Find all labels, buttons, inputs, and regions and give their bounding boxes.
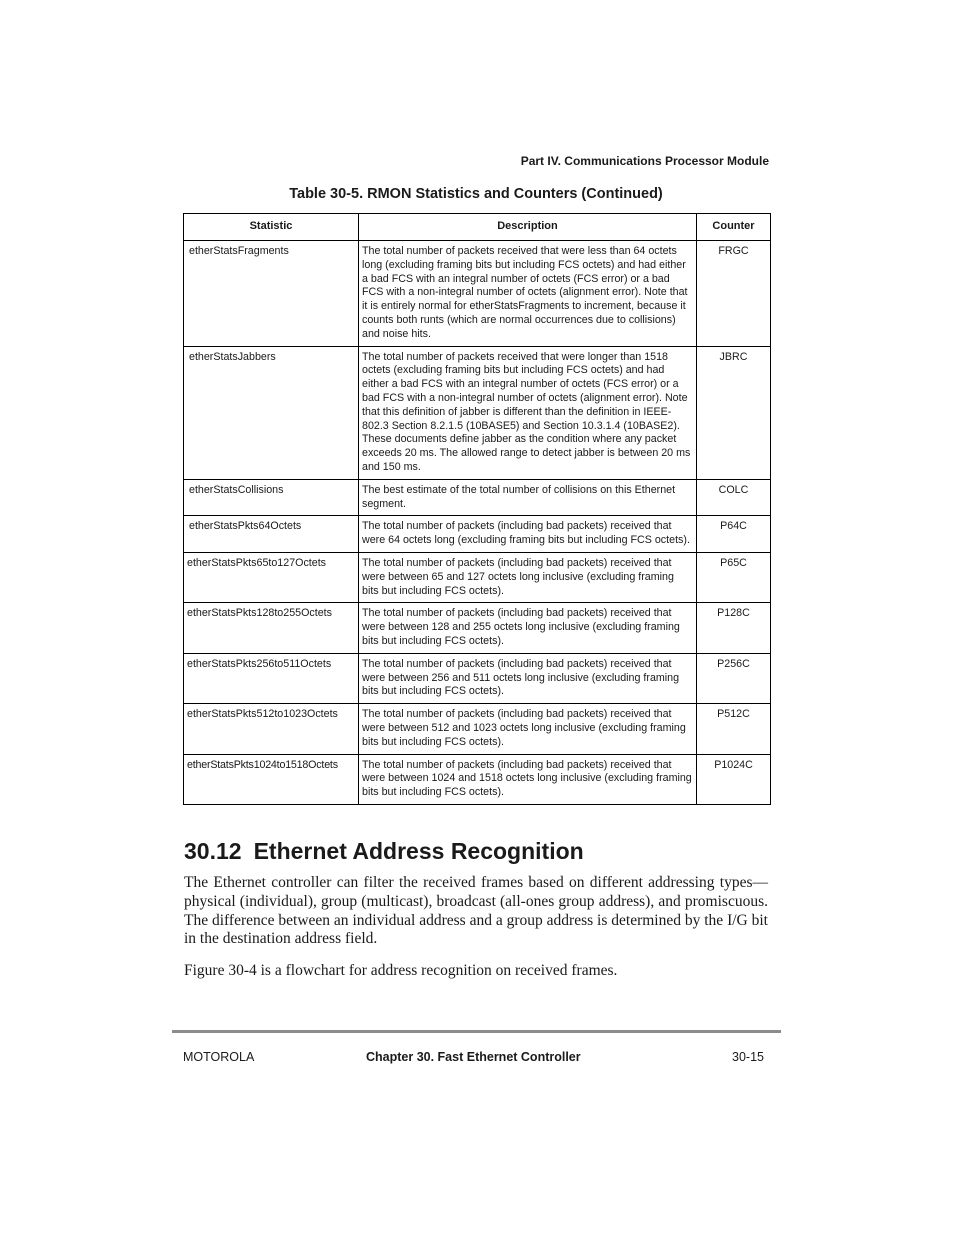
statistic-cell: etherStatsCollisions [184, 479, 359, 516]
section-title-text: Ethernet Address Recognition [253, 838, 584, 864]
description-cell: The total number of packets (including bad packets) received that were 64 octets long (excluding framing bits but including FCS octets). [359, 516, 697, 553]
table-row [184, 346, 771, 479]
counter-cell: P512C [697, 704, 771, 754]
header-statistic: Statistic [184, 214, 359, 241]
description-cell: The total number of packets (including bad packets) received that were between 1024 and 1518 octets long inclusive (excluding framing bits but including FCS octets). [359, 754, 697, 804]
counter-cell: P256C [697, 653, 771, 703]
statistic-cell: etherStatsJabbers [184, 346, 359, 479]
header-counter: Counter [697, 214, 771, 241]
running-head: Part IV. Communications Processor Module [520, 154, 769, 168]
footer-rule [172, 1030, 781, 1033]
description-cell: The total number of packets (including bad packets) received that were between 128 and 255 octets long inclusive (excluding framing bits but including FCS octets). [359, 603, 697, 653]
table-header-row [184, 214, 771, 241]
counter-cell: P128C [697, 603, 771, 653]
body-paragraph: The Ethernet controller can filter the received frames based on different addressing types—physical (individual), group (multicast), broadcast (all-ones group address), and promiscuous. The difference between an individual address and a group address is determined by the I/G bit in the destination address field. [184, 874, 768, 948]
counter-cell: FRGC [697, 241, 771, 347]
statistic-cell: etherStatsPkts64Octets [184, 516, 359, 553]
counter-cell: P64C [697, 516, 771, 553]
table-row [184, 653, 771, 703]
footer-chapter: Chapter 30. Fast Ethernet Controller [366, 1050, 581, 1064]
statistic-cell: etherStatsPkts128to255Octets [184, 603, 359, 653]
counter-cell: JBRC [697, 346, 771, 479]
body-paragraph: Figure 30-4 is a flowchart for address recognition on received frames. [184, 962, 618, 979]
section-number: 30.12 [184, 838, 242, 864]
statistic-cell: etherStatsFragments [184, 241, 359, 347]
description-cell: The total number of packets (including bad packets) received that were between 65 and 127 octets long inclusive (excluding framing bits but including FCS octets). [359, 552, 697, 602]
footer-page-number: 30-15 [732, 1050, 764, 1064]
statistic-cell: etherStatsPkts65to127Octets [184, 552, 359, 602]
footer-publisher: MOTOROLA [183, 1050, 255, 1064]
table-row [184, 516, 771, 553]
description-cell: The total number of packets (including bad packets) received that were between 256 and 511 octets long inclusive (excluding framing bits but including FCS octets). [359, 653, 697, 703]
section-heading [184, 838, 584, 865]
counter-cell: P1024C [697, 754, 771, 804]
table-row [184, 603, 771, 653]
counter-cell: COLC [697, 479, 771, 516]
description-cell: The total number of packets received that were less than 64 octets long (excluding framing bits but including FCS octets) and had either a bad FCS with an integral number of octets (FCS error) or a bad FCS with a non-integral number of octets (alignment error). Note that it is entirely normal for etherStatsFragments to increment, because it counts both runts (which are normal occurrences due to collisions) and noise hits. [359, 241, 697, 347]
table-row [184, 479, 771, 516]
table-row [184, 754, 771, 804]
table-row [184, 704, 771, 754]
description-cell: The total number of packets received that were longer than 1518 octets (excluding framing bits but including FCS octets) and had either a bad FCS with an integral number of octets (FCS error) or a bad FCS with a non-integral number of octets (alignment error). Note that this definition of jabber is different than the definition in IEEE-802.3 Section 8.2.1.5 (10BASE5) and Section 10.3.1.4 (10BASE2). These documents define jabber as the condition where any packet exceeds 20 ms. The allowed range to detect jabber is between 20 ms and 150 ms. [359, 346, 697, 479]
table-caption: Table 30-5. RMON Statistics and Counters (Continued) [289, 186, 663, 202]
table-row [184, 552, 771, 602]
description-cell: The total number of packets (including bad packets) received that were between 512 and 1023 octets long inclusive (excluding framing bits but including FCS octets). [359, 704, 697, 754]
statistic-cell: etherStatsPkts512to1023Octets [184, 704, 359, 754]
statistic-cell: etherStatsPkts1024to1518Octets [184, 754, 359, 804]
statistic-cell: etherStatsPkts256to511Octets [184, 653, 359, 703]
rmon-statistics-table [183, 213, 771, 805]
header-description: Description [359, 214, 697, 241]
table-row [184, 241, 771, 347]
counter-cell: P65C [697, 552, 771, 602]
description-cell: The best estimate of the total number of collisions on this Ethernet segment. [359, 479, 697, 516]
